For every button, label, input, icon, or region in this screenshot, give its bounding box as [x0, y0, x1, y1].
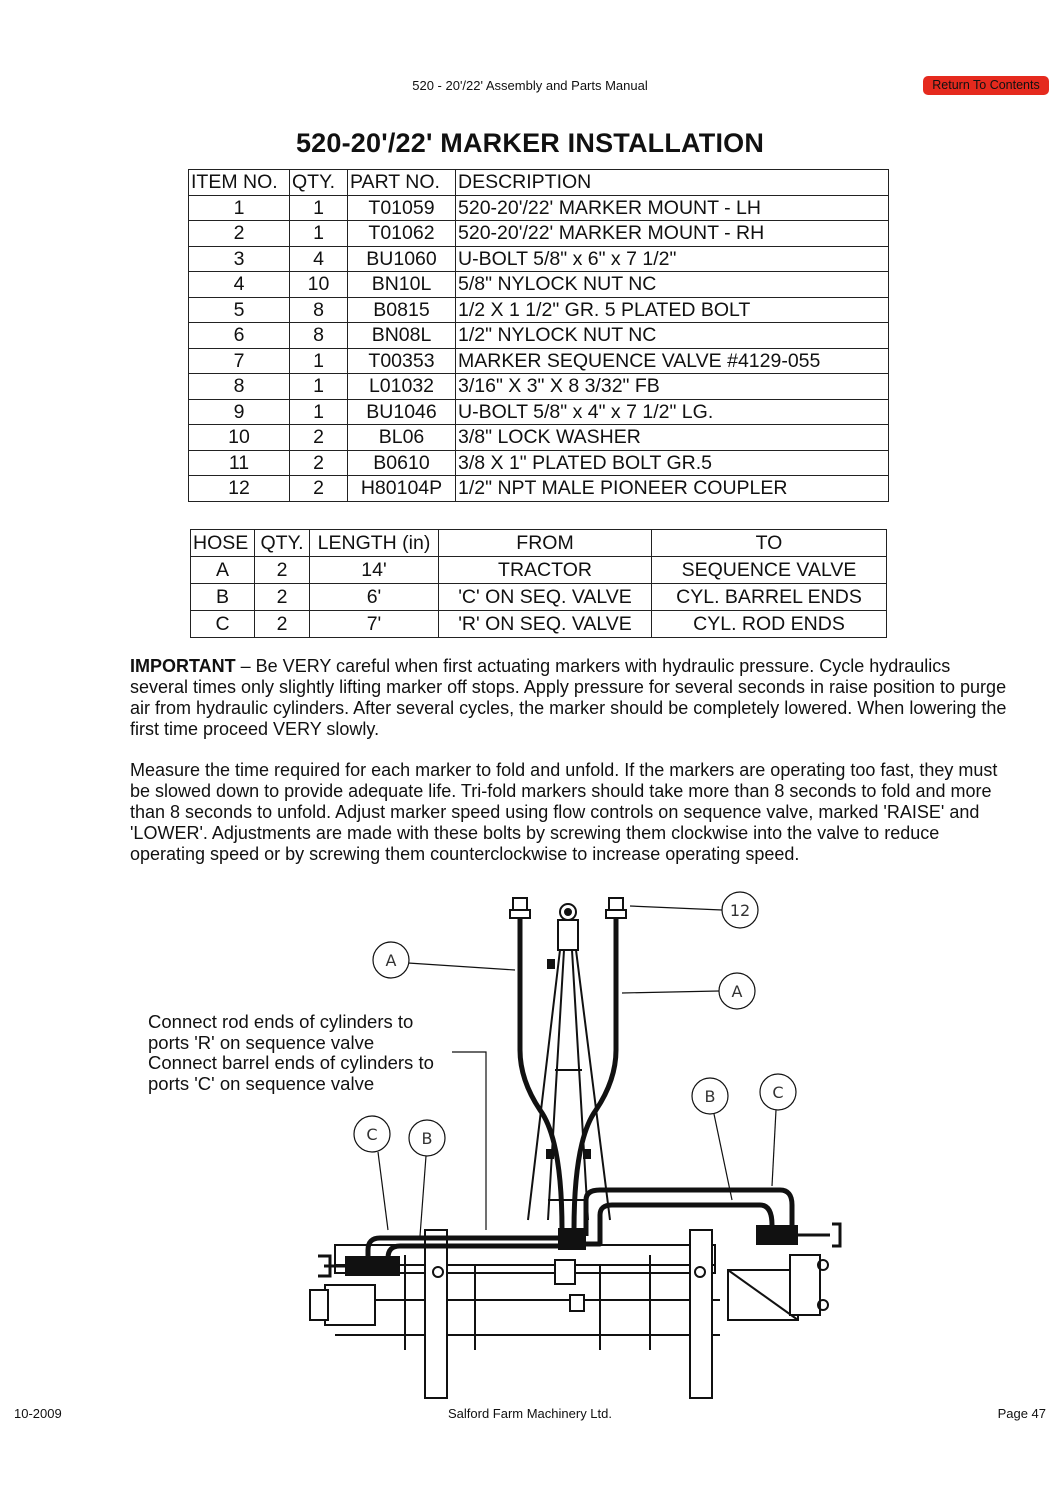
- hose: B: [191, 584, 255, 611]
- part-no: B0610: [348, 450, 456, 476]
- qty: 8: [290, 323, 348, 349]
- part-no: T01062: [348, 221, 456, 247]
- pioneer-coupler-left: [510, 898, 530, 918]
- hose: C: [191, 611, 255, 638]
- rod-ends-note: Connect rod ends of cylinders to ports 'R' on sequence valve: [148, 1011, 414, 1053]
- hitch-frame: [528, 904, 610, 1220]
- item-no: 6: [189, 323, 290, 349]
- from: TRACTOR: [439, 557, 652, 584]
- item-no: 12: [189, 476, 290, 502]
- table-row: [189, 221, 889, 247]
- qty: 2: [290, 476, 348, 502]
- table-row: [191, 611, 887, 638]
- qty: 8: [290, 297, 348, 323]
- item-no: 7: [189, 348, 290, 374]
- qty: 2: [255, 557, 310, 584]
- qty: 2: [255, 584, 310, 611]
- length: 14': [310, 557, 439, 584]
- part-no: BN10L: [348, 272, 456, 298]
- description: 3/8" LOCK WASHER: [456, 425, 889, 451]
- table-row: [189, 272, 889, 298]
- callout-label: B: [704, 1087, 716, 1106]
- footer-date: 10-2009: [14, 1406, 62, 1421]
- header-item-no: ITEM NO.: [189, 170, 290, 196]
- hose: A: [191, 557, 255, 584]
- table-row: [189, 195, 889, 221]
- callout-label: A: [385, 951, 397, 970]
- part-no: BU1060: [348, 246, 456, 272]
- qty: 4: [290, 246, 348, 272]
- item-no: 3: [189, 246, 290, 272]
- important-label: IMPORTANT: [130, 656, 236, 676]
- leader-line: [408, 963, 515, 970]
- sequence-valve: [558, 1228, 586, 1250]
- description: MARKER SEQUENCE VALVE #4129-055: [456, 348, 889, 374]
- item-no: 10: [189, 425, 290, 451]
- table-row: [191, 584, 887, 611]
- marker-hose-diagram: [130, 890, 930, 1400]
- description: 1/2" NPT MALE PIONEER COUPLER: [456, 476, 889, 502]
- callout-label: C: [772, 1083, 784, 1102]
- item-no: 2: [189, 221, 290, 247]
- from: 'R' ON SEQ. VALVE: [439, 611, 652, 638]
- footer-company: Salford Farm Machinery Ltd.: [447, 1406, 612, 1421]
- header-hose: HOSE: [191, 530, 255, 557]
- right-cylinder: [756, 1224, 840, 1246]
- leader-line: [772, 1110, 776, 1186]
- leader-line: [630, 906, 722, 910]
- manual-title: 520 - 20'/22' Assembly and Parts Manual: [412, 78, 648, 93]
- left-cylinder: [318, 1256, 400, 1276]
- page-title: 520-20'/22' MARKER INSTALLATION: [295, 128, 765, 158]
- table-row: [189, 246, 889, 272]
- footer-page-number: Page 47: [997, 1406, 1046, 1421]
- barrel-ends-note: Connect barrel ends of cylinders to ports 'C' on sequence valve: [148, 1052, 434, 1094]
- part-no: B0815: [348, 297, 456, 323]
- description: U-BOLT 5/8" x 4" x 7 1/2" LG.: [456, 399, 889, 425]
- table-row: [191, 557, 887, 584]
- part-no: T01059: [348, 195, 456, 221]
- qty: 1: [290, 195, 348, 221]
- leader-line: [420, 1156, 426, 1236]
- table-row: [189, 374, 889, 400]
- qty: 1: [290, 399, 348, 425]
- header-part-no: PART NO.: [348, 170, 456, 196]
- qty: 2: [255, 611, 310, 638]
- part-no: BU1046: [348, 399, 456, 425]
- header-qty: QTY.: [255, 530, 310, 557]
- leader-line: [714, 1114, 732, 1200]
- table-row: [189, 297, 889, 323]
- part-no: BN08L: [348, 323, 456, 349]
- hose-table: [190, 529, 887, 638]
- length: 7': [310, 611, 439, 638]
- table-row: [189, 399, 889, 425]
- parts-table-header: [189, 170, 889, 196]
- qty: 2: [290, 450, 348, 476]
- table-row: [189, 425, 889, 451]
- instructions-paragraph: Measure the time required for each marker to fold and unfold. If the markers are operating too fast, they must be slowed down to provide adequate life. Tri-fold markers should take more than 8 seconds to fold and more than 8 seconds to unfold. Adjust marker speed using flow controls on sequence valve, marked 'RAISE' and 'LOWER'. Adjustments are made with these bolts by screwing them clockwise into the valve to reduce operating speed or by screwing them counterclockwise to increase operating speed.: [130, 760, 998, 864]
- from: 'C' ON SEQ. VALVE: [439, 584, 652, 611]
- table-row: [189, 476, 889, 502]
- item-no: 5: [189, 297, 290, 323]
- item-no: 11: [189, 450, 290, 476]
- callout-label: A: [731, 982, 743, 1001]
- to: CYL. ROD ENDS: [652, 611, 887, 638]
- table-row: [189, 323, 889, 349]
- part-no: BL06: [348, 425, 456, 451]
- callout-label: C: [366, 1125, 378, 1144]
- table-row: [189, 450, 889, 476]
- description: 3/8 X 1" PLATED BOLT GR.5: [456, 450, 889, 476]
- callout-label: B: [421, 1129, 433, 1148]
- header-to: TO: [652, 530, 887, 557]
- qty: 1: [290, 221, 348, 247]
- header-description: DESCRIPTION: [456, 170, 889, 196]
- description: 5/8" NYLOCK NUT NC: [456, 272, 889, 298]
- parts-table: [188, 169, 889, 502]
- leader-line: [622, 991, 719, 993]
- return-to-contents-button[interactable]: Return To Contents: [923, 76, 1049, 95]
- to: SEQUENCE VALVE: [652, 557, 887, 584]
- header-from: FROM: [439, 530, 652, 557]
- qty: 1: [290, 374, 348, 400]
- item-no: 4: [189, 272, 290, 298]
- table-row: [189, 348, 889, 374]
- pioneer-coupler-right: [606, 898, 626, 918]
- description: 1/2 X 1 1/2" GR. 5 PLATED BOLT: [456, 297, 889, 323]
- description: 520-20'/22' MARKER MOUNT - LH: [456, 195, 889, 221]
- part-no: T00353: [348, 348, 456, 374]
- to: CYL. BARREL ENDS: [652, 584, 887, 611]
- header-length: LENGTH (in): [310, 530, 439, 557]
- important-paragraph: [130, 656, 1010, 740]
- qty: 2: [290, 425, 348, 451]
- item-no: 9: [189, 399, 290, 425]
- qty: 1: [290, 348, 348, 374]
- qty: 10: [290, 272, 348, 298]
- description: 520-20'/22' MARKER MOUNT - RH: [456, 221, 889, 247]
- important-text: – Be VERY careful when first actuating markers with hydraulic pressure. Cycle hydraulics several times only slightly lifting marker off stops. Apply pressure for several seconds in raise position to purge air from hydraulic cylinders. After several cycles, the marker should be completely lowered. When lowering the first time proceed VERY slowly.: [130, 656, 1007, 739]
- description: U-BOLT 5/8" x 6" x 7 1/2": [456, 246, 889, 272]
- description: 3/16" X 3" X 8 3/32" FB: [456, 374, 889, 400]
- hose-table-header: [191, 530, 887, 557]
- part-no: H80104P: [348, 476, 456, 502]
- description: 1/2" NYLOCK NUT NC: [456, 323, 889, 349]
- leader-line: [378, 1152, 388, 1230]
- length: 6': [310, 584, 439, 611]
- header-qty: QTY.: [290, 170, 348, 196]
- callout-label: 12: [729, 901, 751, 920]
- item-no: 1: [189, 195, 290, 221]
- part-no: L01032: [348, 374, 456, 400]
- item-no: 8: [189, 374, 290, 400]
